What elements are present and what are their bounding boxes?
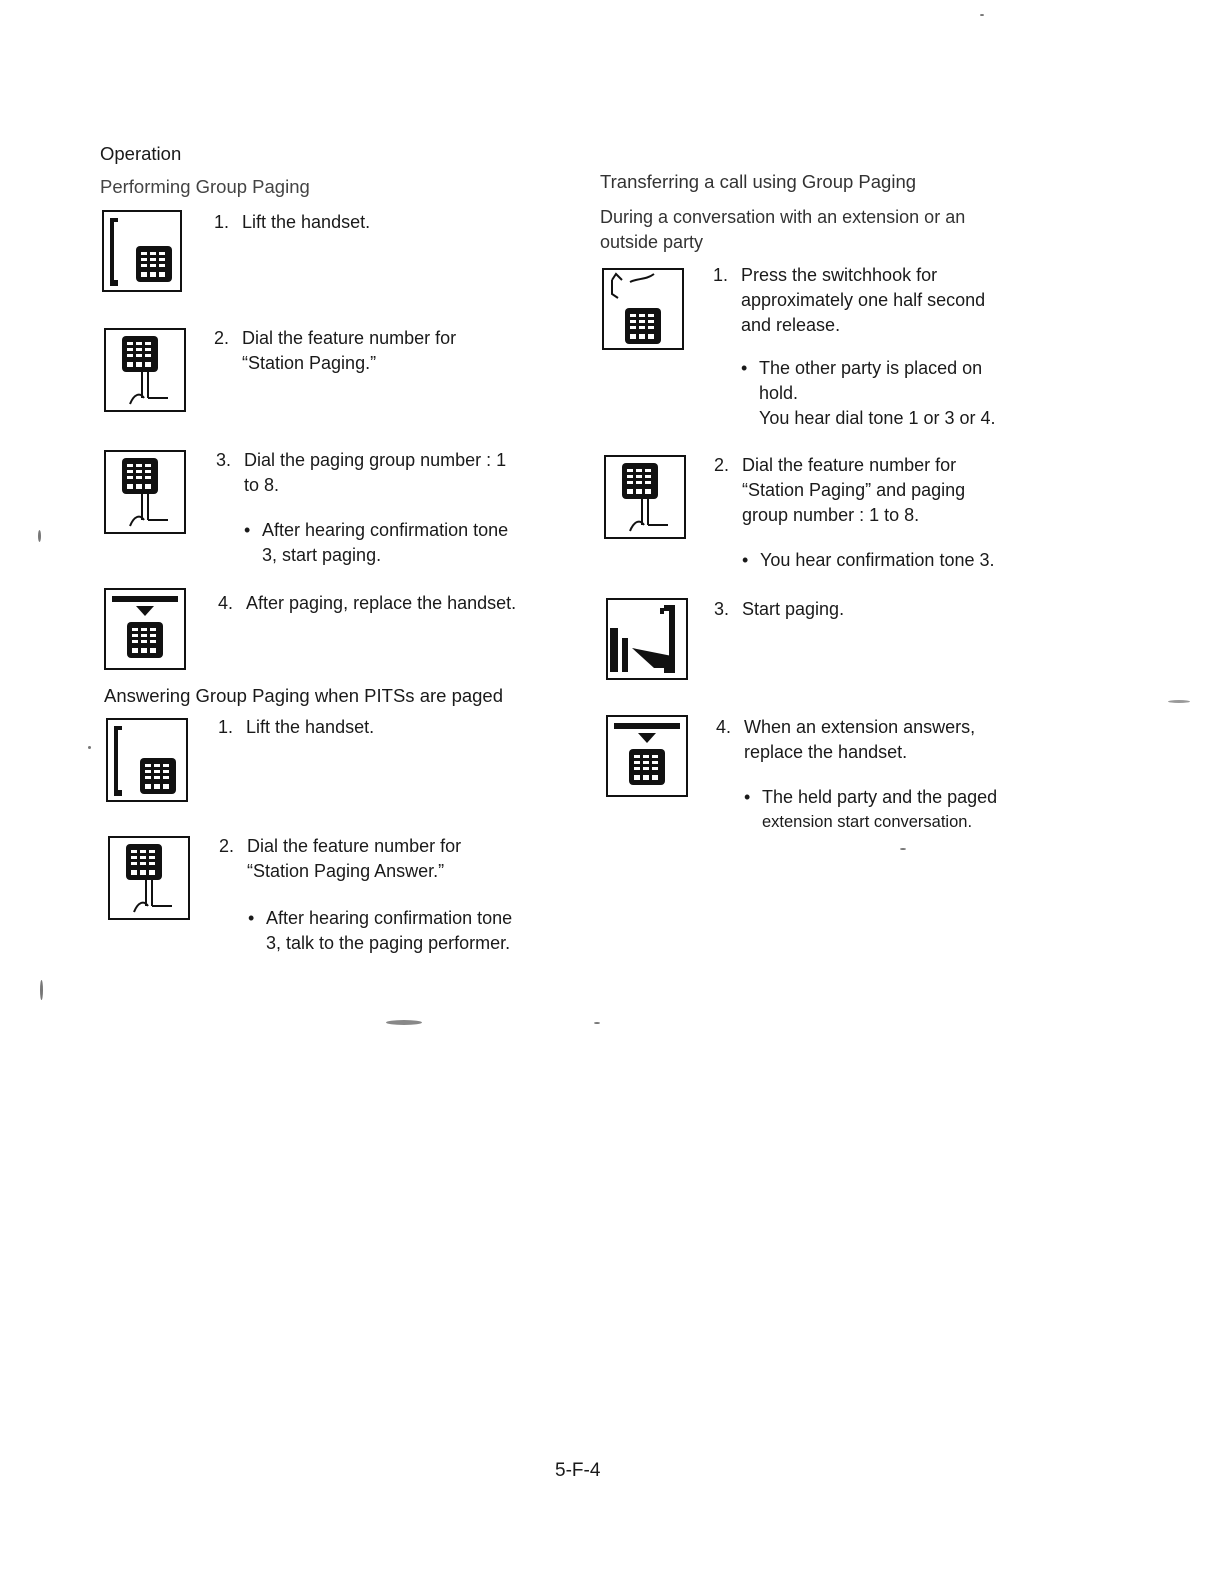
intro-line-1: During a conversation with an extension or an [600, 207, 966, 227]
phone-dial-icon [108, 836, 188, 916]
performing-step-3-note [244, 518, 544, 568]
answering-title: Answering Group Paging when PITSs are paged [104, 685, 504, 706]
bullet: • [741, 358, 748, 378]
step-number: 3. [714, 599, 730, 619]
answering-step-2 [219, 834, 549, 884]
scan-speck [900, 848, 906, 850]
note-line-1: The other party is placed on [759, 358, 983, 378]
step-text-line-1: Dial the feature number for [247, 836, 462, 856]
step-text-line-2: approximately one half second [741, 290, 986, 310]
step-text-line-1: Dial the paging group number : 1 [244, 450, 507, 470]
scan-speck [386, 1020, 422, 1025]
note-line-1: You hear confirmation tone 3. [760, 550, 995, 570]
answering-step-2-note [248, 906, 558, 956]
step-text: Lift the handset. [242, 212, 371, 232]
answering-step-1 [218, 715, 538, 739]
transferring-intro [600, 205, 1020, 255]
step-number: 1. [214, 212, 230, 232]
performing-step-3 [216, 448, 546, 498]
step-text-line-2: “Station Paging Answer.” [247, 861, 445, 881]
step-text-line-2: replace the handset. [744, 742, 908, 762]
step-number: 1. [713, 265, 729, 285]
note-line-2: extension start conversation. [762, 813, 973, 831]
note-line-2: 3, talk to the paging performer. [266, 933, 511, 953]
performing-title: Performing Group Paging [100, 176, 310, 197]
step-text-line-1: Dial the feature number for [242, 328, 457, 348]
note-line-2: 3, start paging. [262, 545, 382, 565]
step-number: 2. [714, 455, 730, 475]
scan-speck [38, 530, 41, 542]
step-number: 1. [218, 717, 234, 737]
intro-line-2: outside party [600, 232, 704, 252]
note-line-1: After hearing confirmation tone [266, 908, 513, 928]
scan-speck [88, 746, 91, 749]
bullet: • [742, 550, 749, 570]
note-line-1: After hearing confirmation tone [262, 520, 509, 540]
transferring-title: Transferring a call using Group Paging [600, 171, 917, 192]
page-number: 5-F-4 [555, 1460, 601, 1481]
transferring-step-4-note [744, 785, 1044, 835]
bullet: • [244, 520, 251, 540]
step-number: 2. [219, 836, 235, 856]
note-line-1: The held party and the paged [762, 787, 998, 807]
step-text-line-1: When an extension answers, [744, 717, 976, 737]
performing-step-1 [214, 210, 534, 234]
phone-switchhook-icon [602, 268, 682, 348]
phone-dial-icon [104, 328, 184, 408]
step-text-line-2: to 8. [244, 475, 280, 495]
phone-replace-icon [104, 588, 184, 668]
step-number: 2. [214, 328, 230, 348]
step-text: Lift the handset. [246, 717, 375, 737]
performing-step-2 [214, 326, 534, 376]
step-text-line-1: Dial the feature number for [742, 455, 957, 475]
performing-step-4 [218, 591, 548, 615]
note-line-2: hold. [759, 383, 799, 403]
transferring-step-4 [716, 715, 1036, 765]
phone-dial-icon [604, 455, 684, 535]
section-title: Operation [100, 143, 182, 164]
step-text-line-3: and release. [741, 315, 841, 335]
phone-dial-icon [104, 450, 184, 530]
phone-lift-icon [102, 210, 182, 290]
step-text-line-1: Press the switchhook for [741, 265, 938, 285]
transferring-step-2-note [742, 548, 1042, 572]
phone-replace-icon [606, 715, 686, 795]
transferring-step-1-note [741, 356, 1041, 432]
step-text-line-3: group number : 1 to 8. [742, 505, 920, 525]
scan-speck [980, 14, 984, 16]
bullet: • [744, 787, 751, 807]
step-text-line-2: “Station Paging.” [242, 353, 377, 373]
note-line-3: You hear dial tone 1 or 3 or 4. [759, 408, 996, 428]
scan-speck [40, 980, 43, 1000]
step-text: Start paging. [742, 599, 845, 619]
scan-speck [1168, 700, 1190, 703]
talk-icon [606, 598, 686, 678]
step-number: 4. [218, 593, 234, 613]
transferring-step-3 [714, 597, 1034, 621]
phone-lift-icon [106, 718, 186, 798]
step-number: 3. [216, 450, 232, 470]
transferring-step-1 [713, 263, 1033, 339]
step-text: After paging, replace the handset. [246, 593, 517, 613]
step-number: 4. [716, 717, 732, 737]
transferring-step-2 [714, 453, 1034, 529]
scan-speck [594, 1022, 600, 1024]
step-text-line-2: “Station Paging” and paging [742, 480, 966, 500]
bullet: • [248, 908, 255, 928]
